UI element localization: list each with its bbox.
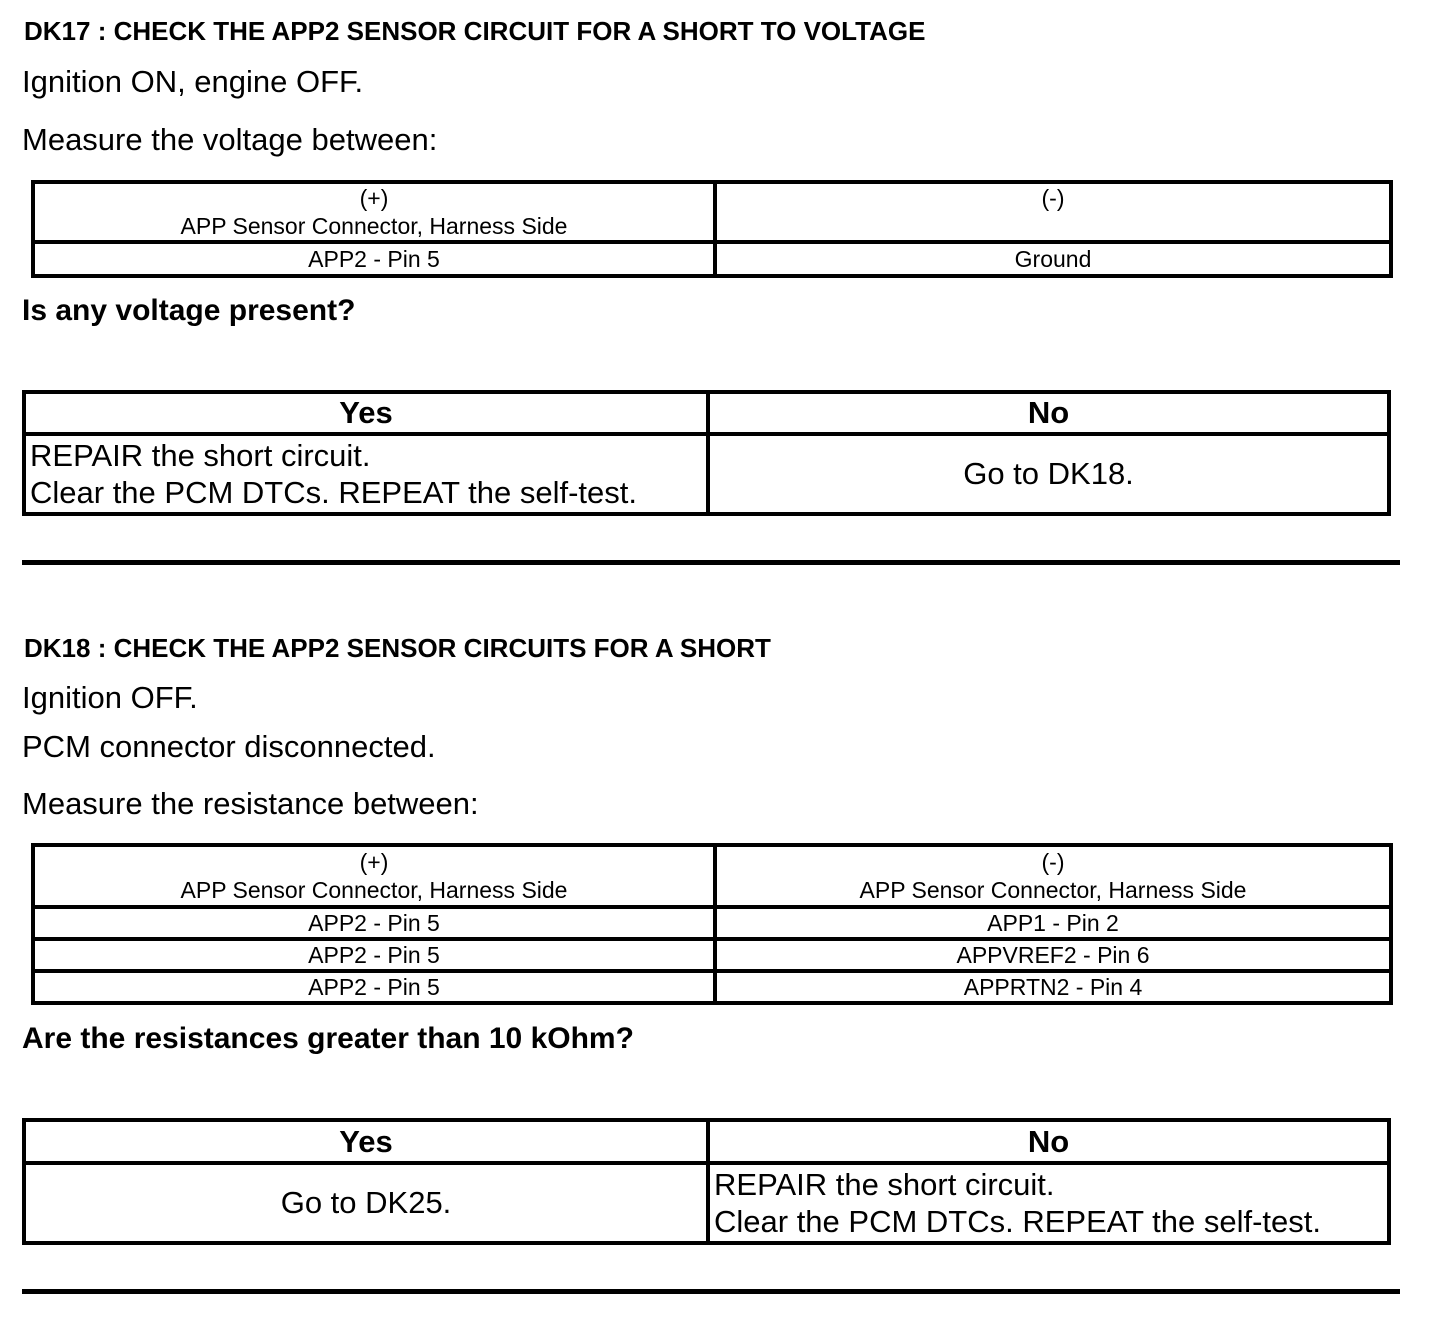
result-row bbox=[24, 434, 1389, 514]
yes-action-line-1: REPAIR the short circuit. bbox=[30, 438, 371, 473]
table-row bbox=[33, 971, 1391, 1003]
negative-cell: APPVREF2 - Pin 6 bbox=[715, 939, 1391, 971]
dk17-result-table bbox=[22, 390, 1391, 516]
dk18-title: DK18 : CHECK THE APP2 SENSOR CIRCUITS FOR A SHORT bbox=[24, 633, 771, 663]
negative-header bbox=[715, 182, 1391, 242]
negative-symbol: (-) bbox=[1041, 849, 1065, 875]
positive-symbol: (+) bbox=[359, 849, 389, 875]
positive-header bbox=[33, 845, 715, 907]
negative-connector-label: APP Sensor Connector, Harness Side bbox=[859, 877, 1247, 903]
yes-action bbox=[24, 434, 708, 514]
table-row bbox=[33, 907, 1391, 939]
no-header: No bbox=[708, 392, 1389, 434]
result-header-row bbox=[24, 1120, 1389, 1163]
positive-connector-label: APP Sensor Connector, Harness Side bbox=[180, 877, 568, 903]
result-row bbox=[24, 1163, 1389, 1243]
dk18-measurement-table bbox=[31, 843, 1393, 1005]
dk18-condition-ignition: Ignition OFF. bbox=[22, 680, 198, 715]
dk17-title: DK17 : CHECK THE APP2 SENSOR CIRCUIT FOR A SHORT TO VOLTAGE bbox=[24, 16, 926, 46]
dk17-question: Is any voltage present? bbox=[22, 294, 356, 327]
positive-cell: APP2 - Pin 5 bbox=[33, 907, 715, 939]
no-action-line-2: Clear the PCM DTCs. REPEAT the self-test. bbox=[714, 1204, 1321, 1239]
yes-action: Go to DK25. bbox=[24, 1163, 708, 1243]
positive-header bbox=[33, 182, 715, 242]
positive-cell: APP2 - Pin 5 bbox=[33, 242, 715, 276]
yes-action-line-2: Clear the PCM DTCs. REPEAT the self-test. bbox=[30, 475, 637, 510]
dk18-measure-label: Measure the resistance between: bbox=[22, 786, 479, 821]
no-header: No bbox=[708, 1120, 1389, 1163]
positive-cell: APP2 - Pin 5 bbox=[33, 939, 715, 971]
positive-connector-label: APP Sensor Connector, Harness Side bbox=[180, 213, 568, 239]
negative-cell: APPRTN2 - Pin 4 bbox=[715, 971, 1391, 1003]
dk17-measurement-table bbox=[31, 180, 1393, 278]
positive-cell: APP2 - Pin 5 bbox=[33, 971, 715, 1003]
yes-header: Yes bbox=[24, 1120, 708, 1163]
negative-cell: APP1 - Pin 2 bbox=[715, 907, 1391, 939]
dk18-question: Are the resistances greater than 10 kOhm? bbox=[22, 1022, 634, 1055]
table-header-row bbox=[33, 182, 1391, 242]
dk17-measure-label: Measure the voltage between: bbox=[22, 122, 438, 157]
table-row bbox=[33, 939, 1391, 971]
dk18-result-table bbox=[22, 1118, 1391, 1245]
negative-header bbox=[715, 845, 1391, 907]
table-header-row bbox=[33, 845, 1391, 907]
dk18-condition-pcm: PCM connector disconnected. bbox=[22, 729, 436, 764]
no-action-line-1: REPAIR the short circuit. bbox=[714, 1167, 1055, 1202]
negative-cell: Ground bbox=[715, 242, 1391, 276]
result-header-row bbox=[24, 392, 1389, 434]
no-action: Go to DK18. bbox=[708, 434, 1389, 514]
section-divider bbox=[22, 560, 1400, 565]
section-divider bbox=[22, 1289, 1400, 1294]
table-row bbox=[33, 242, 1391, 276]
no-action bbox=[708, 1163, 1389, 1243]
dk17-condition-ignition: Ignition ON, engine OFF. bbox=[22, 64, 364, 99]
negative-symbol: (-) bbox=[1041, 185, 1065, 211]
yes-header: Yes bbox=[24, 392, 708, 434]
positive-symbol: (+) bbox=[359, 185, 389, 211]
